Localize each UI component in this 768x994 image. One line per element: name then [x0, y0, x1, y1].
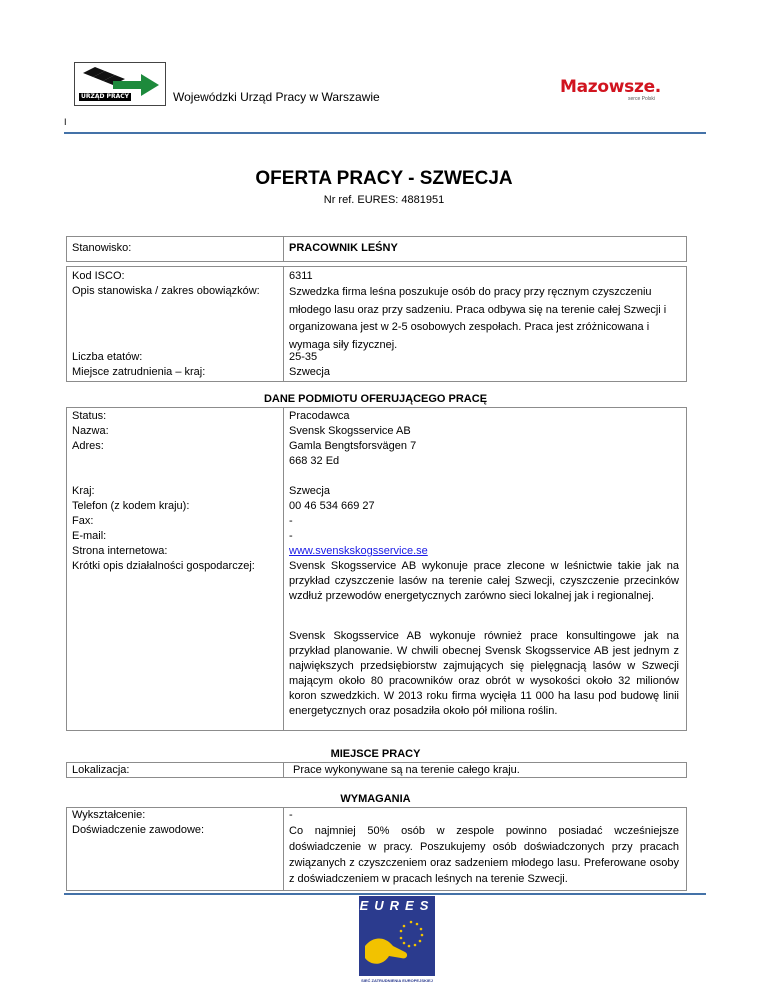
vacancy-count-value: 25-35: [289, 351, 318, 363]
reference-number: Nr ref. EURES: 4881951: [323, 194, 445, 206]
fax-label: Fax:: [72, 515, 94, 527]
logo-caption: URZĄD PRACY: [81, 93, 129, 100]
text-cursor: I: [64, 117, 67, 127]
phone-value: 00 46 534 669 27: [289, 500, 375, 512]
address-line-2: 668 32 Ed: [289, 455, 340, 467]
office-name: Wojewódzki Urząd Pracy w Warszawie: [173, 90, 380, 104]
email-label: E-mail:: [72, 530, 107, 542]
work-country-value: Szwecja: [289, 366, 330, 378]
activity-label: Krótki opis działalności gospodarczej:: [72, 560, 255, 572]
employer-heading: DANE PODMIOTU OFERUJĄCEGO PRACĘ: [263, 393, 488, 405]
email-value: -: [289, 530, 293, 542]
job-details-table: [66, 266, 687, 382]
address-label: Adres:: [72, 440, 104, 452]
experience-value: Co najmniej 50% osób w zespole powinno posiadać wcześniejsze doświadczenie w pracy. Poszukujemy osób doświadczonych przy pracach związanych z czyszczeniem oraz sadzeniem młodego lasu. Preferowane osoby z doświadczeniem w pracach leśnych na terenie Szwecji.: [289, 825, 679, 885]
education-value: -: [289, 809, 293, 821]
work-country-label: Miejsce zatrudnienia – kraj:: [72, 366, 206, 378]
mazowsze-tagline: serce Polski: [628, 96, 655, 102]
location-label: Lokalizacja:: [72, 764, 130, 776]
education-label: Wykształcenie:: [72, 809, 146, 821]
status-value: Pracodawca: [289, 410, 350, 422]
website-label: Strona internetowa:: [72, 545, 168, 557]
eures-caption: SIEĆ ZATRUDNIENIA EUROPEJSKIEJ: [361, 978, 433, 983]
requirements-heading: WYMAGANIA: [340, 793, 411, 805]
workplace-table: [66, 762, 687, 778]
isco-value: 6311: [289, 270, 313, 282]
eures-stars-icon: [359, 896, 435, 976]
employer-table: [66, 407, 687, 731]
isco-label: Kod ISCO:: [72, 270, 125, 282]
location-value: Prace wykonywane są na terenie całego kraju.: [293, 764, 520, 776]
company-name-label: Nazwa:: [72, 425, 109, 437]
footer-divider: [64, 893, 706, 895]
company-name-value: Svensk Skogsservice AB: [289, 425, 411, 437]
country-value: Szwecja: [289, 485, 330, 497]
job-description-label: Opis stanowiska / zakres obowiązków:: [72, 285, 260, 297]
country-label: Kraj:: [72, 485, 95, 497]
job-description-value: Szwedzka firma leśna poszukuje osób do pracy przy ręcznym czyszczeniu młodego lasu oraz przy sadzeniu. Praca odbywa się na terenie całej Szwecji i organizowana jest w 2-5 osobowych zespołach. Praca jest zróżnicowana i wymaga siły fizycznej.: [289, 286, 667, 351]
website-link[interactable]: www.svenskskogsservice.se: [289, 545, 428, 557]
activity-paragraph-1: Svensk Skogsservice AB wykonuje prace zlecone w leśnictwie takie jak na przykład czyszczenie lasów na terenie całej Szwecji, czyszczenie przecinków wzdłuż przewodów energetycznych zarówno sieci lokalnej jak i regionalnej.: [289, 560, 679, 602]
header-divider: [64, 132, 706, 134]
position-label: Stanowisko:: [72, 242, 132, 254]
status-label: Status:: [72, 410, 107, 422]
phone-label: Telefon (z kodem kraju):: [72, 500, 190, 512]
fax-value: -: [289, 515, 293, 527]
page-title: OFERTA PRACY - SZWECJA: [255, 168, 513, 189]
eures-logo: [359, 896, 435, 976]
experience-label: Doświadczenie zawodowe:: [72, 824, 205, 836]
position-value: PRACOWNIK LEŚNY: [289, 242, 398, 254]
vacancy-count-label: Liczba etatów:: [72, 351, 143, 363]
requirements-table: [66, 807, 687, 891]
position-table: [66, 236, 687, 262]
address-line-1: Gamla Bengtsforsvägen 7: [289, 440, 417, 452]
workplace-heading: MIEJSCE PRACY: [330, 748, 421, 760]
activity-paragraph-2: Svensk Skogsservice AB wykonuje również prace konsultingowe jak na przykład planowanie. W chwili obecnej Svensk Skogsservice AB jest jednym z największych przedsiębiorstw zajmujących się pielęgnacją lasów w Szwecji mającym około 80 pracowników oraz obrót w wysokości około 32 milionów koron szwedzkich. W 2013 roku firma wycięła 11 000 ha lasu pod budowę linii energetycznych oraz posadziła około pół miliona roślin.: [289, 630, 679, 717]
eures-logo-text: EURES: [359, 898, 435, 913]
mazowsze-logo: Mazowsze.: [560, 77, 661, 97]
